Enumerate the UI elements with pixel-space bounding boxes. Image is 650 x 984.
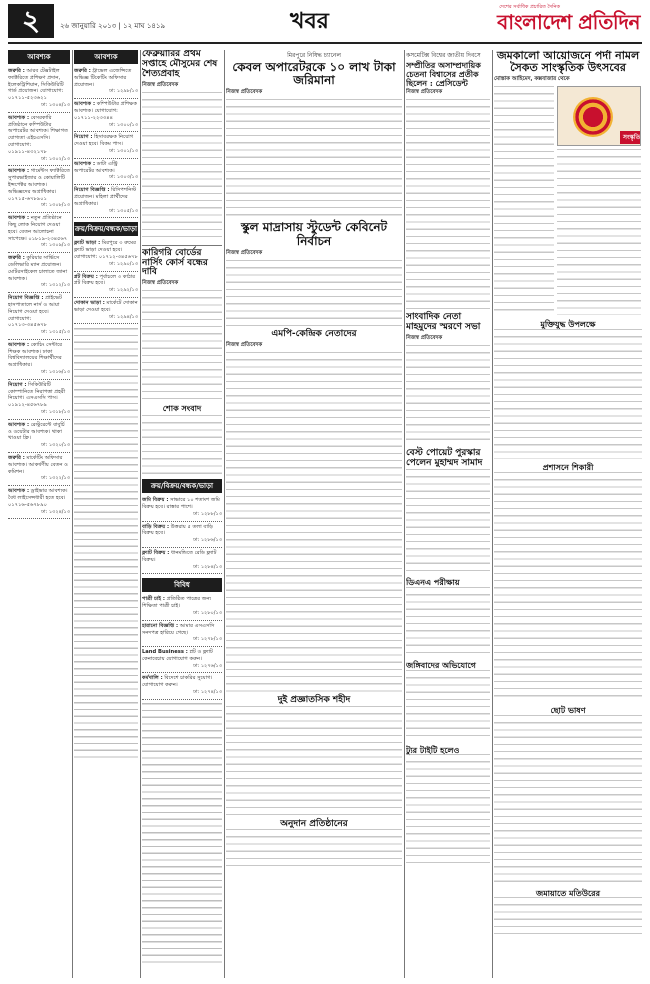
classified-code: ঢা: ১৩০০/১৩ — [109, 121, 138, 128]
dia-body — [406, 587, 490, 657]
classified-code: ঢা: ১৩১৫/১৩ — [41, 329, 70, 336]
prashasan-body — [494, 472, 642, 702]
cable-body — [226, 99, 402, 217]
classifieds-left — [8, 50, 70, 978]
column-4 — [226, 50, 402, 978]
classified-item — [74, 185, 138, 218]
classified-body: পূর্বাচলে ৩ কাঠার প্লট বিক্রয় হবে। — [74, 273, 136, 287]
classified-lead: জরুরি : — [8, 255, 25, 262]
classified-lead: আবশ্যক : — [74, 101, 96, 108]
classified-code: ঢা: ১৩১৮/১৩ — [41, 409, 70, 416]
classified-text-block — [74, 328, 138, 758]
classified-item — [8, 486, 70, 519]
classified-code: ঢা: ১২৯২/১৩ — [109, 287, 138, 294]
classified-header: আবশ্যক — [8, 50, 70, 64]
classified-body: রিসিপশনিস্ট প্রয়োজন। মহিলা প্রার্থীদের অগ্রাধিকার। — [74, 187, 137, 207]
classified-code: ঢা: ১৩০১/১৩ — [109, 147, 138, 154]
classified-lead: নিয়োগ : — [8, 381, 27, 388]
classified-code: ঢা: ১৩২০/১৩ — [41, 442, 70, 449]
sangskriti-logo-icon — [573, 97, 613, 137]
newspaper-logo[interactable]: বাংলাদেশ প্রতিদিন — [497, 10, 640, 34]
classified-item — [74, 238, 138, 271]
classified-code: ঢা: ১৩১২/১৩ — [41, 282, 70, 289]
column-6 — [406, 50, 490, 978]
classified-header: আবশ্যক — [74, 50, 138, 64]
cable-byline: নিজস্ব প্রতিবেদক — [226, 89, 263, 96]
classified-lead: Land Business : — [142, 649, 188, 656]
dui-body — [226, 706, 402, 816]
classified-lead: দোকান ভাড়া : — [74, 299, 105, 306]
classified-code: ঢা: ১২৭৬/১৩ — [193, 662, 222, 669]
sangskriti-photo — [557, 86, 641, 146]
sangbadik-body — [406, 345, 490, 445]
chhoto-body — [494, 715, 642, 885]
classified-text-block — [142, 703, 222, 963]
cosmetic-body — [406, 99, 490, 309]
feb-body — [142, 92, 222, 242]
jamiat-headline[interactable]: জমায়াতে মতিউরের — [536, 887, 600, 898]
classified-body: মার্কেটিং অফিসার আবশ্যক। আকর্ষণীয় বেতন ও কমিশন। — [8, 455, 68, 475]
classified-item — [142, 522, 222, 548]
classified-lead: পাত্রী চাই : — [142, 596, 166, 603]
classified-code: ঢা: ১৩১৬/১৩ — [41, 369, 70, 376]
classified-lead: বাড়ি বিক্রয় : — [142, 523, 170, 530]
sangskriti-body-2 — [557, 149, 641, 315]
cable-kicker: মিরপুরে নিষিদ্ধ চ্যানেল — [287, 52, 341, 59]
classified-body: হিসাবরক্ষক নিয়োগ দেওয়া হবে। বিকম পাস। — [74, 134, 134, 148]
date-line: ২৬ জানুয়ারি ২০১৩ | ১২ মাঘ ১৪১৯ — [60, 22, 165, 30]
classified-code: ঢা: ১২৮৪/১৩ — [193, 563, 222, 570]
classified-lead: আবশ্যক : — [8, 421, 30, 428]
column-right — [494, 50, 642, 978]
column-divider — [224, 50, 225, 978]
classified-code: ঢা: ১২৭৪/১৩ — [193, 689, 222, 696]
classified-lead: ফ্ল্যাট ভাড়া : — [74, 240, 101, 247]
school-headline[interactable]: স্কুল মাদ্রাসায় স্টুডেন্ট কেবিনেট নির্বাচন — [240, 220, 388, 248]
column-divider — [404, 50, 405, 978]
mp-byline: নিজস্ব প্রতিবেদক — [226, 341, 263, 348]
classified-code: ঢা: ১২৯৮/১৩ — [109, 88, 138, 95]
classified-item — [8, 213, 70, 253]
karigori-headline[interactable]: কারিগরি বোর্ডের নার্সিং কোর্স বন্ধের দাবি — [142, 247, 208, 278]
classified-lead: আবশ্যক : — [8, 168, 30, 175]
sangskriti-byline: মোস্তাক আহিমেদ, কক্সবাজার থেকে — [494, 76, 570, 83]
classified-lead: নিয়োগ : — [74, 134, 93, 141]
classified-body: সিকিউরিটি কোম্পানিতে নিরাপত্তা প্রহরী নিয়োগ। এসএসসি পাস। ০১৯১২-৪৫৬৭৮৯ — [8, 381, 66, 409]
classified-body: প্রতিষ্ঠিত পাত্রের জন্য শিক্ষিতা পাত্রী চাই। — [142, 596, 211, 610]
feb-headline[interactable]: ফেব্রুয়ারির প্রথম সপ্তাহে মৌসুমের শেষ শৈত্যপ্রবাহ — [142, 50, 218, 79]
classified-item — [142, 548, 222, 574]
classified-item — [142, 594, 222, 620]
section-title: খবর — [290, 8, 329, 34]
classified-item — [8, 340, 70, 380]
classified-body: সাভারে ১০ শতাংশ জমি বিক্রয় হবে। রাস্তার পাশে। — [142, 497, 220, 510]
jongi-headline[interactable]: জঙ্গিবাদের অভিযোগে — [406, 659, 476, 670]
classified-body: আরব টেক্সটাইল ফ্যাক্টরিতে প্রশিক্ষণ প্রদান, ইলেকট্রিশিয়ান, সিকিউরিটি গার্ড প্রয়োজন। যোগাযোগ: ০১৭১১-৫২৩৬২১ — [8, 68, 64, 102]
classified-item — [142, 621, 222, 647]
condolence-body — [142, 415, 222, 475]
classified-body: মার্কেটে দোকান ভাড়া দেওয়া হবে। — [74, 299, 138, 313]
school-body — [226, 260, 402, 326]
karigori-byline: নিজস্ব প্রতিবেদক — [142, 280, 179, 287]
classified-code: ঢা: ১৩০৫/১৩ — [109, 207, 138, 214]
classified-code: ঢা: ১২৯৪/১৩ — [109, 313, 138, 320]
karigori-body — [142, 290, 222, 400]
dia-headline[interactable]: ডিএনএ পরীক্ষায় — [406, 576, 460, 587]
classified-item — [8, 453, 70, 486]
classified-lead: প্লট বিক্রয় : — [74, 273, 98, 280]
tour-body — [406, 754, 490, 864]
classified-item — [8, 420, 70, 453]
classified-item — [74, 66, 138, 99]
classified-code: ঢা: ১৩০৩/১৩ — [109, 174, 138, 181]
classified-item — [74, 159, 138, 185]
classified-code: ঢা: ১২৮৮/১৩ — [193, 510, 222, 517]
classified-code: ঢা: ১৩০২/১৩ — [41, 155, 70, 162]
classified-item — [74, 272, 138, 298]
classified-code: ঢা: ১৩০৪/১৩ — [41, 101, 70, 108]
classified-item — [8, 113, 70, 167]
classified-body: ধানমন্ডিতে রেডি ফ্ল্যাট বিক্রয়। — [142, 549, 217, 563]
classified-lead: আবশ্যক : — [8, 488, 30, 495]
classified-code: ঢা: ১২৮০/১৩ — [193, 609, 222, 616]
classified-code: ঢা: ১২৮৬/১৩ — [193, 537, 222, 544]
classified-list — [74, 238, 138, 324]
cosmetic-byline: নিজস্ব প্রতিবেদক — [406, 89, 443, 96]
classified-body: নতুন প্রতিষ্ঠানে কিছু লোক নিয়োগ দেওয়া হবে। বেতন আলোচনা সাপেক্ষে। ০১৮১৯-২৩৪৫৬৭ — [8, 215, 68, 242]
classified-code: ঢা: ১২৭৮/১৩ — [193, 636, 222, 643]
column-divider — [492, 50, 493, 978]
header-rule — [8, 42, 642, 44]
classified-list — [8, 66, 70, 519]
classified-lead: জরুরি : — [74, 68, 91, 74]
classified-code: ঢা: ১৩০৯/১৩ — [41, 242, 70, 249]
sangskriti-headline[interactable]: জমকালো আয়োজনে পর্দা নামল সৈকত সাংস্কৃতিক উৎসবের — [496, 50, 640, 75]
classified-list — [142, 594, 222, 700]
mp-body — [226, 352, 402, 692]
classified-header: বিবিধ — [142, 578, 222, 592]
classified-body: উত্তরায় ৫ তলা বাড়ি বিক্রয় হবে। — [142, 523, 214, 537]
classified-body: কোচিং সেন্টারে শিক্ষক আবশ্যক। ঢাকা বিশ্ববিদ্যালয়ের শিক্ষার্থীদের অগ্রাধিকার। — [8, 341, 63, 369]
logo-tagline: দেশের সর্বাধিক প্রচারিত দৈনিক — [499, 4, 560, 10]
classified-body: রেস্টুরেন্টে বাবুর্চি ও ওয়েটার আবশ্যক। থাকা খাওয়া ফ্রি। — [8, 421, 65, 442]
jamiat-body — [494, 897, 642, 937]
classified-item — [74, 99, 138, 132]
cosmetic-headline[interactable]: সম্প্রীতির অসাম্প্রদায়িক চেতনা বিশ্বাসের প্রতীক ছিলেন : প্রেসিডেন্ট — [406, 60, 481, 88]
page-number: ২ — [8, 4, 54, 38]
classified-body: ট্রাভেল এজেন্সিতে অভিজ্ঞ টিকেটিং অফিসার প্রয়োজন। — [74, 68, 132, 88]
classified-lead: আবশ্যক : — [8, 341, 30, 348]
chhoto-headline[interactable]: ছোট ভাষণ — [550, 704, 586, 715]
classified-item — [8, 66, 70, 113]
classified-body: বিদেশে চাকরির সুযোগ। যোগাযোগ করুন। — [142, 675, 213, 689]
classified-body: ড্রাইভার আবশ্যক। বৈধ লাইসেন্সধারী হতে হবে। ০১৭১৬-৫৬৭৮৯০ — [8, 488, 68, 508]
best-poet-body — [406, 469, 490, 574]
classified-item — [142, 673, 222, 699]
cable-headline[interactable]: কেবল অপারেটরকে ১০ লাখ টাকা জরিমানা — [232, 60, 396, 88]
classified-lead: কর্মখালি : — [142, 675, 163, 682]
classified-lead: জরুরি : — [8, 68, 25, 74]
classified-header: ক্রয়/বিক্রয়/বন্ধক/ভাড়া — [142, 479, 222, 493]
classified-body: প্রাইভেট হাসপাতালে নার্স ও আয়া নিয়োগ দেওয়া হবে। যোগাযোগ: ০১৭১৩-৩৪৫৬৭৮ — [8, 295, 62, 329]
sangskriti-label: সংস্কৃতি — [620, 131, 641, 144]
sangbadik-byline: নিজস্ব প্রতিবেদক — [406, 335, 443, 342]
classified-lead: নিয়োগ বিজ্ঞপ্তি : — [74, 187, 110, 194]
classified-code: ঢা: ১৩২২/১৩ — [41, 475, 70, 482]
classified-item — [74, 298, 138, 324]
school-byline: নিজস্ব প্রতিবেদক — [226, 249, 263, 256]
classified-code: ঢা: ১৩০৮/১৩ — [41, 202, 70, 209]
classified-item — [142, 495, 222, 521]
classified-item — [74, 132, 138, 158]
classified-lead: জরুরি : — [8, 455, 25, 462]
feb-byline: নিজস্ব প্রতিবেদক — [142, 81, 179, 88]
classified-lead: হারানো বিজ্ঞপ্তি : — [142, 622, 179, 629]
classified-item — [142, 647, 222, 673]
best-poet-headline[interactable]: বেস্ট পোয়েট পুরস্কার পেলেন মুহাম্মদ সামাদ — [406, 448, 483, 469]
muktijuddho-body — [494, 329, 642, 459]
classified-body: মিরপুরে ৩ রুমের ফ্ল্যাট ভাড়া দেওয়া হবে। যোগাযোগ: ০১৭১২-৩৪৫৬৭৮ — [74, 240, 138, 260]
sangbadik-headline[interactable]: সাংবাদিক নেতা মাহমুদের স্মরণে সভা — [406, 312, 481, 333]
classified-body: ডাটা এন্ট্রি অপারেটর আবশ্যক। — [74, 160, 118, 174]
column-divider — [140, 50, 141, 978]
classified-body: প্লট ও ফ্ল্যাট কেনাবেচায় যোগাযোগ করুন। — [142, 649, 213, 662]
classified-body: কম্পিউটার প্রশিক্ষক আবশ্যক। যোগাযোগ: ০১৭১১-২২৩৩৪৪ — [74, 101, 137, 121]
cosmetic-kicker: কসমেটিক্স বিশ্বের জাতীয় দিবসে — [406, 52, 481, 59]
classified-header: ক্রয়/বিক্রয়/বন্ধক/ভাড়া — [74, 222, 138, 236]
classified-list — [74, 66, 138, 218]
classified-body: গার্মেন্টস ফ্যাক্টরিতে সুপারভাইজার ও কোয়ালিটি ইন্সপেক্টর আবশ্যক। অভিজ্ঞদের অগ্রাধিকার। ০১৭১৫-৬৭৮৯০১ — [8, 168, 70, 202]
condolence-headline: শোক সংবাদ — [162, 403, 202, 414]
classified-lead: আবশ্যক : — [8, 114, 30, 121]
page-header — [0, 0, 650, 44]
classified-list — [142, 495, 222, 574]
classified-lead: নিয়োগ বিজ্ঞপ্তি : — [8, 295, 44, 302]
prashasan-headline[interactable]: প্রশাসনে শিকারী — [542, 461, 594, 472]
muktijuddho-headline[interactable]: মুক্তিযুদ্ধ উপলক্ষে — [540, 319, 596, 330]
classified-code: ঢা: ১২৯০/১৩ — [109, 260, 138, 267]
classified-item — [8, 166, 70, 213]
classified-body: কুরিয়ার সার্ভিসে ডেলিভারি ম্যান প্রয়োজন। মোটরসাইকেল চালাতে জানা আবশ্যক। — [8, 255, 68, 282]
dui-headline[interactable]: দুই প্রজ্ঞাতসিক শহীদ — [277, 694, 351, 705]
classified-body: আমার এসএসসি সনদপত্র হারিয়ে গেছে। — [142, 622, 215, 636]
classified-item — [8, 293, 70, 340]
classifieds-mid — [74, 50, 138, 978]
classified-item — [8, 380, 70, 420]
classified-body: বেসরকারি প্রতিষ্ঠানে কম্পিউটার অপারেটর আবশ্যক। শিক্ষাগত যোগ্যতা এইচএসসি। যোগাযোগ: ০১৯১১-৪৩২১৭৮ — [8, 114, 68, 155]
classified-lead: আবশ্যক : — [74, 160, 96, 167]
anudan-body — [226, 829, 402, 869]
classified-code: ঢা: ১৩২৪/১৩ — [41, 508, 70, 515]
classified-lead: ফ্ল্যাট বিক্রয় : — [142, 549, 170, 556]
classified-lead: জমি বিক্রয় : — [142, 497, 169, 504]
anudan-headline[interactable]: অনুদান প্রতিষ্ঠানের — [280, 818, 348, 829]
column-3 — [142, 50, 222, 978]
classified-item — [8, 253, 70, 293]
tour-headline[interactable]: ট্যুর টাইটি হলেও — [406, 744, 460, 755]
sangskriti-body — [494, 86, 554, 316]
jongi-body — [406, 670, 490, 742]
classified-lead: আবশ্যক : — [8, 215, 30, 222]
mp-headline[interactable]: এমপি-কেন্দ্রিক নেতাদের — [271, 328, 357, 339]
column-divider — [72, 50, 73, 978]
